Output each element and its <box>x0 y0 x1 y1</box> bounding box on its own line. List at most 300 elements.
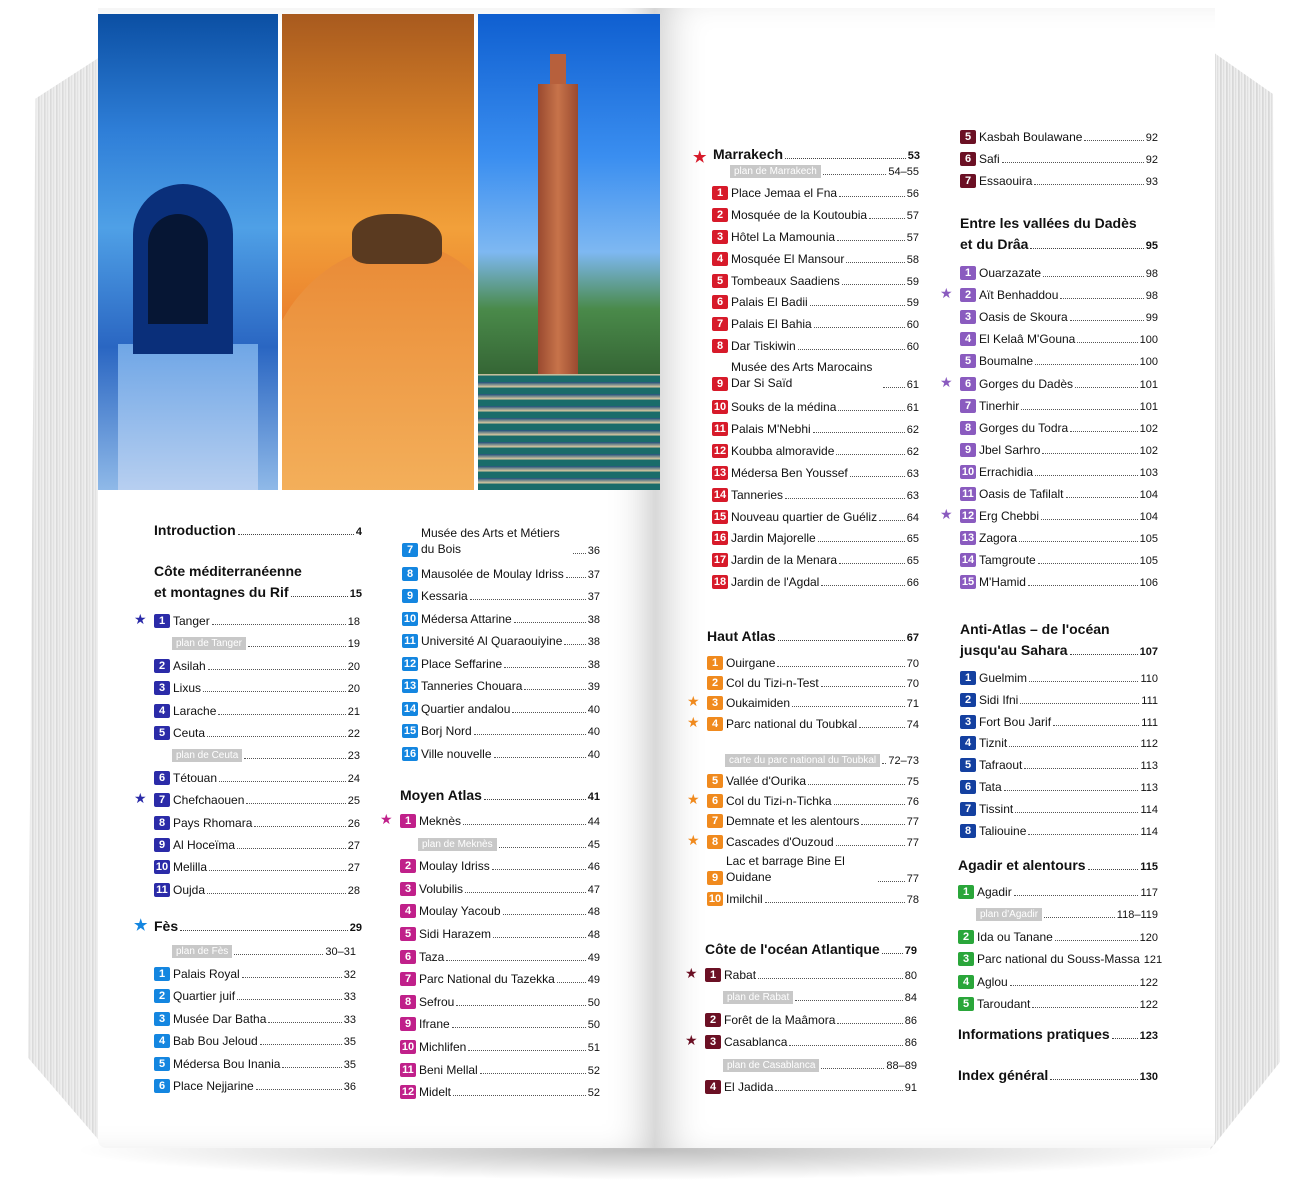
entry-label: Tinerhir <box>979 398 1020 413</box>
entry-label: Melilla <box>173 860 208 875</box>
toc-entry[interactable] <box>707 672 919 690</box>
toc-section-index-general[interactable]: Index général 130 <box>958 1067 1158 1083</box>
entry-label: El Kelaâ M'Gouna <box>979 332 1076 347</box>
entry-number-badge: 8 <box>402 567 418 581</box>
toc-entry[interactable] <box>712 226 919 244</box>
dot-leader <box>1035 475 1138 476</box>
dot-leader <box>1019 541 1138 542</box>
toc-entry[interactable] <box>958 948 1163 967</box>
toc-entry[interactable] <box>400 968 600 986</box>
toc-map-entry[interactable] <box>705 1054 917 1072</box>
page-number: 65 <box>906 533 919 546</box>
toc-entry[interactable] <box>380 810 600 828</box>
toc-entry[interactable] <box>960 483 1158 501</box>
entry-number-badge: 13 <box>403 680 417 692</box>
page-number: 106 <box>1139 577 1158 590</box>
entry-label: Médersa Bou Inania <box>173 1056 281 1071</box>
page-number: 32 <box>343 968 356 981</box>
entry-label: Sidi Harazem <box>419 927 492 941</box>
dot-leader <box>256 1089 342 1090</box>
toc-entry[interactable] <box>402 743 600 761</box>
toc-entry[interactable] <box>400 1059 600 1077</box>
page-number: 21 <box>347 705 360 718</box>
entry-label: Quartier andalou <box>421 701 511 716</box>
entry-number-badge: 14 <box>961 554 975 567</box>
toc-entry[interactable] <box>712 549 919 567</box>
entry-label: Koubba almoravide <box>731 443 835 458</box>
toc-entry[interactable] <box>712 335 919 353</box>
toc-entry[interactable] <box>958 993 1158 1011</box>
toc-entry[interactable] <box>400 946 600 964</box>
page-number: 36 <box>587 545 600 557</box>
toc-entry[interactable] <box>707 652 919 670</box>
toc-entry[interactable] <box>712 462 919 480</box>
toc-entry[interactable] <box>154 767 360 785</box>
entry-label: Oasis de Skoura <box>979 310 1068 325</box>
toc-entry[interactable] <box>400 991 600 1009</box>
star-icon: ★ <box>687 693 700 710</box>
dot-leader <box>212 624 346 625</box>
dot-leader <box>1055 940 1138 941</box>
toc-map-entry[interactable] <box>705 986 917 1004</box>
page-number: 57 <box>906 209 919 222</box>
toc-entry[interactable] <box>712 248 919 266</box>
entry-label: Taroudant <box>977 997 1031 1011</box>
page-number: 38 <box>587 613 600 626</box>
entry-number-badge: 7 <box>402 543 418 557</box>
toc-entry[interactable] <box>712 182 919 200</box>
page-number: 71 <box>906 698 919 711</box>
toc-entry[interactable] <box>402 585 600 603</box>
toc-entry[interactable] <box>712 357 919 391</box>
toc-section-moyen-atlas[interactable]: Moyen Atlas 41 <box>400 787 600 803</box>
entry-number-badge: 15 <box>713 510 727 523</box>
toc-entry[interactable] <box>960 170 1158 188</box>
toc-entry[interactable] <box>402 720 600 738</box>
toc-section-informations-pratiques[interactable]: Informations pratiques 123 <box>958 1026 1158 1042</box>
page-number: 40 <box>587 726 600 738</box>
star-icon: ★ <box>687 713 700 730</box>
toc-entry[interactable] <box>960 820 1158 838</box>
page-number: 20 <box>347 683 360 696</box>
page-number: 63 <box>906 489 919 502</box>
entry-number-badge: 1 <box>958 885 974 899</box>
toc-section-dades[interactable]: et du Drâa 95 <box>960 236 1158 252</box>
page-number: 111 <box>1141 716 1158 729</box>
page-number: 33 <box>343 991 356 1003</box>
dot-leader <box>850 476 905 477</box>
toc-entry[interactable] <box>960 549 1158 567</box>
page-number: 49 <box>587 951 600 964</box>
page-number: 65 <box>906 555 919 568</box>
entry-number-badge: 8 <box>154 816 170 830</box>
entry-number-badge: 3 <box>400 882 416 896</box>
dot-leader <box>524 689 585 690</box>
toc-entry[interactable] <box>705 1009 917 1027</box>
toc-entry[interactable] <box>960 461 1158 479</box>
page-number: 40 <box>587 748 600 761</box>
dot-leader <box>821 585 904 586</box>
toc-entry[interactable] <box>960 689 1158 707</box>
dot-leader <box>839 196 905 197</box>
page-number: 27 <box>347 862 360 875</box>
toc-entry[interactable] <box>960 350 1158 368</box>
dot-leader <box>837 240 905 241</box>
toc-entry[interactable] <box>154 1030 356 1048</box>
entry-number-badge: 5 <box>960 130 976 144</box>
dot-leader <box>839 563 905 564</box>
entry-number-badge: 15 <box>403 725 417 737</box>
entry-label: Taliouine <box>979 823 1027 838</box>
dot-leader <box>1070 320 1144 321</box>
entry-number-badge: 1 <box>705 968 721 982</box>
photo-desert-camel <box>282 14 474 490</box>
entry-number-badge: 13 <box>961 532 975 545</box>
dot-leader <box>512 712 585 713</box>
toc-entry[interactable] <box>960 711 1158 729</box>
toc-entry[interactable] <box>687 831 919 849</box>
entry-number-badge: 4 <box>154 704 170 718</box>
toc-section-haut-atlas[interactable]: Haut Atlas 67 <box>707 628 919 644</box>
entry-number-badge: 16 <box>713 532 727 545</box>
toc-entry[interactable] <box>402 563 600 581</box>
page-number: 77 <box>906 836 919 849</box>
dot-leader <box>237 848 346 849</box>
entry-number-badge: 15 <box>961 576 975 589</box>
entry-number-badge: 3 <box>707 696 723 710</box>
toc-entry[interactable] <box>940 284 1158 303</box>
entry-number-badge: 3 <box>154 681 170 695</box>
toc-entry[interactable] <box>402 523 600 557</box>
entry-label: Jardin de la Menara <box>731 553 838 568</box>
entry-label: Musée des Arts Marocains Dar Si Saïd <box>731 360 873 391</box>
toc-entry[interactable] <box>712 270 919 288</box>
entry-label: Rabat <box>724 968 757 982</box>
entry-number-badge: 18 <box>713 576 727 589</box>
toc-entry[interactable] <box>707 851 919 885</box>
dot-leader <box>218 714 345 715</box>
toc-entry[interactable] <box>712 291 919 309</box>
dot-leader <box>838 410 904 411</box>
entry-label: Parc national du Souss-Massa <box>977 952 1140 967</box>
toc-entry[interactable] <box>960 306 1158 324</box>
toc-entry[interactable] <box>402 630 600 648</box>
map-label: carte du parc national du Toubkal <box>725 754 880 767</box>
toc-entry[interactable] <box>154 655 360 673</box>
entry-number-badge: 10 <box>401 1041 415 1053</box>
entry-label: Parc national du Toubkal <box>726 716 858 731</box>
entry-number-badge: 2 <box>707 676 723 690</box>
toc-entry[interactable] <box>960 571 1158 589</box>
toc-entry[interactable] <box>154 722 360 740</box>
toc-entry[interactable] <box>960 148 1158 166</box>
toc-entry[interactable] <box>400 923 600 941</box>
toc-map-entry[interactable] <box>958 903 1158 921</box>
dot-leader <box>566 577 586 578</box>
entry-number-badge: 4 <box>707 717 723 731</box>
dot-leader <box>775 1090 902 1091</box>
toc-section-introduction[interactable]: Introduction 4 <box>154 522 362 538</box>
toc-entry[interactable] <box>400 1036 600 1054</box>
dot-leader <box>821 1068 884 1069</box>
toc-map-entry[interactable] <box>154 632 360 650</box>
toc-entry[interactable] <box>402 675 600 693</box>
toc-section-dades-line1[interactable]: Entre les vallées du Dadès <box>960 215 1137 231</box>
page-number: 70 <box>906 678 919 691</box>
toc-entry[interactable] <box>712 440 919 458</box>
toc-entry[interactable] <box>960 439 1158 457</box>
toc-section-anti-atlas-line1[interactable]: Anti-Atlas – de l'océan <box>960 621 1110 637</box>
toc-entry[interactable] <box>712 396 919 414</box>
toc-entry[interactable] <box>400 1013 600 1031</box>
toc-section-agadir[interactable]: Agadir et alentours 115 <box>958 857 1158 873</box>
page-number: 52 <box>587 1087 600 1100</box>
entry-number-badge: 12 <box>401 1086 415 1099</box>
star-icon: ★ <box>134 917 148 934</box>
toc-entry[interactable] <box>685 964 917 982</box>
entry-label: Palais El Badii <box>731 295 808 310</box>
entry-label: Oasis de Tafilalt <box>979 487 1064 501</box>
dot-leader <box>814 327 905 328</box>
toc-entry[interactable] <box>712 313 919 331</box>
page-number: 60 <box>906 319 919 332</box>
entry-label: Lac et barrage Bine El Ouidane <box>726 853 845 884</box>
toc-entry[interactable] <box>958 971 1158 989</box>
dot-leader <box>446 960 585 961</box>
toc-section-atlantique[interactable]: Côte de l'océan Atlantique 79 <box>705 941 917 957</box>
dot-leader <box>493 937 586 938</box>
page-number: 102 <box>1139 444 1158 457</box>
page-number: 114 <box>1140 803 1158 816</box>
toc-map-entry[interactable] <box>707 733 919 767</box>
dot-leader <box>1070 431 1137 432</box>
toc-entry[interactable] <box>960 667 1158 685</box>
dot-leader <box>268 1022 341 1023</box>
entry-number-badge: 8 <box>960 824 976 838</box>
dot-leader <box>1035 364 1138 365</box>
toc-entry[interactable] <box>154 1008 356 1026</box>
toc-entry[interactable] <box>712 204 919 222</box>
dot-leader <box>452 1027 586 1028</box>
dot-leader <box>846 262 904 263</box>
toc-entry[interactable] <box>687 692 919 711</box>
toc-entry[interactable] <box>960 527 1158 545</box>
entry-label: Beni Mellal <box>419 1062 478 1077</box>
page-number: 38 <box>587 636 600 648</box>
toc-section-anti-atlas[interactable]: jusqu'au Sahara 107 <box>960 642 1158 658</box>
entry-label: Col du Tizi-n-Tichka <box>726 794 832 809</box>
page-number: 18 <box>347 616 360 628</box>
toc-entry[interactable] <box>402 608 600 626</box>
entry-number-badge: 1 <box>960 671 976 685</box>
page-number: 33 <box>343 1013 356 1026</box>
entry-label: Mausolée de Moulay Idriss <box>421 566 564 581</box>
page-number: 93 <box>1145 176 1158 188</box>
page-number: 37 <box>587 568 600 581</box>
entry-label: Chefchaouen <box>173 793 245 808</box>
toc-entry[interactable] <box>940 505 1158 524</box>
toc-entry[interactable] <box>960 754 1158 772</box>
entry-number-badge: 1 <box>960 266 976 280</box>
dot-leader <box>494 757 586 758</box>
toc-entry[interactable] <box>705 1076 917 1094</box>
page-number: 63 <box>906 467 919 480</box>
toc-entry[interactable] <box>712 527 919 545</box>
star-icon: ★ <box>693 149 707 166</box>
entry-number-badge: 17 <box>713 554 727 567</box>
toc-entry[interactable] <box>154 963 356 981</box>
toc-entry[interactable] <box>400 900 600 918</box>
entry-label: Al Hoceïma <box>173 838 236 852</box>
toc-entry[interactable] <box>402 698 600 716</box>
page-number: 92 <box>1145 154 1158 166</box>
page-number: 76 <box>906 796 919 809</box>
dot-leader <box>1002 162 1144 163</box>
star-icon: ★ <box>940 506 953 523</box>
toc-entry[interactable] <box>707 770 919 788</box>
entry-number-badge: 8 <box>400 995 416 1009</box>
toc-entry[interactable] <box>402 653 600 671</box>
page-number: 117 <box>1140 887 1158 899</box>
dot-leader <box>1028 585 1138 586</box>
page-number: 101 <box>1139 378 1158 391</box>
dot-leader <box>1014 895 1139 896</box>
entry-number-badge: 8 <box>960 421 976 435</box>
dot-leader <box>869 218 905 219</box>
entry-label: Pays Rhomara <box>173 815 253 830</box>
toc-section-fes[interactable]: ★ Fès 29 <box>134 917 362 934</box>
toc-map-entry[interactable] <box>712 160 919 178</box>
entry-label: Ceuta <box>173 726 206 740</box>
entry-number-badge: 12 <box>713 444 727 457</box>
toc-entry[interactable] <box>687 713 919 731</box>
page-number: 75 <box>906 776 919 788</box>
page-number: 102 <box>1139 422 1158 435</box>
entry-label: M'Hamid <box>979 575 1026 590</box>
toc-entry[interactable] <box>400 878 600 896</box>
toc-map-entry[interactable] <box>400 833 600 851</box>
toc-entry[interactable] <box>712 418 919 436</box>
toc-entry[interactable] <box>400 855 600 873</box>
dot-leader <box>499 847 586 848</box>
dot-leader <box>1075 387 1138 388</box>
star-icon: ★ <box>685 1032 698 1049</box>
dot-leader <box>821 686 905 687</box>
toc-entry[interactable] <box>960 126 1158 144</box>
entry-number-badge: 6 <box>707 794 723 808</box>
toc-entry[interactable] <box>154 812 360 830</box>
entry-number-badge: 1 <box>154 967 170 981</box>
toc-section-rif-line1[interactable]: Côte méditerranéenne <box>154 563 302 579</box>
page-number: 40 <box>587 703 600 716</box>
page-number: 105 <box>1139 555 1158 568</box>
toc-entry[interactable] <box>712 571 919 589</box>
toc-entry[interactable] <box>958 881 1158 899</box>
star-icon: ★ <box>134 790 147 807</box>
toc-entry[interactable] <box>960 417 1158 435</box>
toc-entry[interactable] <box>154 879 360 897</box>
dot-leader <box>785 498 905 499</box>
dot-leader <box>260 1044 342 1045</box>
toc-entry[interactable] <box>134 789 360 808</box>
page-number: 25 <box>347 795 360 808</box>
toc-map-entry[interactable] <box>154 940 356 958</box>
dot-leader <box>254 826 345 827</box>
page-number: 103 <box>1139 466 1158 479</box>
dot-leader <box>453 1095 586 1096</box>
toc-entry[interactable] <box>154 1053 356 1071</box>
page-number: 48 <box>587 906 600 919</box>
toc-entry[interactable] <box>154 985 356 1003</box>
toc-section-rif[interactable]: et montagnes du Rif 15 <box>154 584 362 600</box>
entry-number-badge: 11 <box>960 487 976 501</box>
toc-entry[interactable] <box>154 1075 356 1093</box>
entry-label: Ida ou Tanane <box>977 929 1053 944</box>
toc-entry[interactable] <box>134 610 360 628</box>
entry-number-badge: 10 <box>961 465 975 478</box>
entry-number-badge: 5 <box>400 927 416 941</box>
entry-number-badge: 12 <box>961 510 975 523</box>
toc-entry[interactable] <box>154 700 360 718</box>
page-number: 66 <box>906 577 919 590</box>
toc-section-marrakech[interactable]: ★ Marrakech 53 <box>693 146 920 166</box>
dot-leader <box>242 977 342 978</box>
dot-leader <box>1024 768 1138 769</box>
toc-map-entry[interactable] <box>154 744 360 762</box>
entry-label: Cascades d'Ouzoud <box>726 834 834 849</box>
page-number: 48 <box>587 929 600 941</box>
entry-label: Ouarzazate <box>979 266 1042 280</box>
toc-entry[interactable] <box>960 395 1158 413</box>
entry-number-badge: 7 <box>707 814 723 828</box>
entry-number-badge: 7 <box>960 802 976 816</box>
toc-entry[interactable] <box>712 484 919 502</box>
toc-entry[interactable] <box>960 732 1158 750</box>
toc-entry[interactable] <box>154 677 360 695</box>
entry-label: Kasbah Boulawane <box>979 130 1083 144</box>
toc-entry[interactable] <box>960 798 1158 816</box>
entry-label: Ifrane <box>419 1017 450 1032</box>
toc-entry[interactable] <box>958 926 1158 944</box>
toc-entry[interactable] <box>400 1081 600 1099</box>
toc-entry[interactable] <box>707 888 919 906</box>
toc-entry[interactable] <box>960 328 1158 346</box>
dot-leader <box>503 914 586 915</box>
dot-leader <box>883 387 905 388</box>
entry-label: Imilchil <box>726 892 763 906</box>
toc-entry[interactable] <box>707 810 919 828</box>
dot-leader <box>474 734 586 735</box>
dot-leader <box>1009 746 1138 747</box>
page-number: 35 <box>343 1058 356 1071</box>
dot-leader <box>842 284 905 285</box>
toc-entry[interactable] <box>154 856 360 874</box>
dot-leader <box>1053 725 1139 726</box>
entry-number-badge: 3 <box>705 1035 721 1049</box>
toc-entry[interactable] <box>687 790 919 809</box>
toc-entry[interactable] <box>685 1031 917 1050</box>
page-number: 122 <box>1139 999 1158 1011</box>
toc-entry[interactable] <box>940 373 1158 391</box>
entry-number-badge: 6 <box>154 771 170 785</box>
toc-entry[interactable] <box>960 262 1158 280</box>
toc-entry[interactable] <box>960 776 1158 794</box>
page-number: 121 <box>1143 954 1163 967</box>
toc-entry[interactable] <box>154 834 360 852</box>
toc-entry[interactable] <box>712 506 919 524</box>
page-number: 58 <box>906 253 919 266</box>
page-number: 23 <box>347 750 360 763</box>
